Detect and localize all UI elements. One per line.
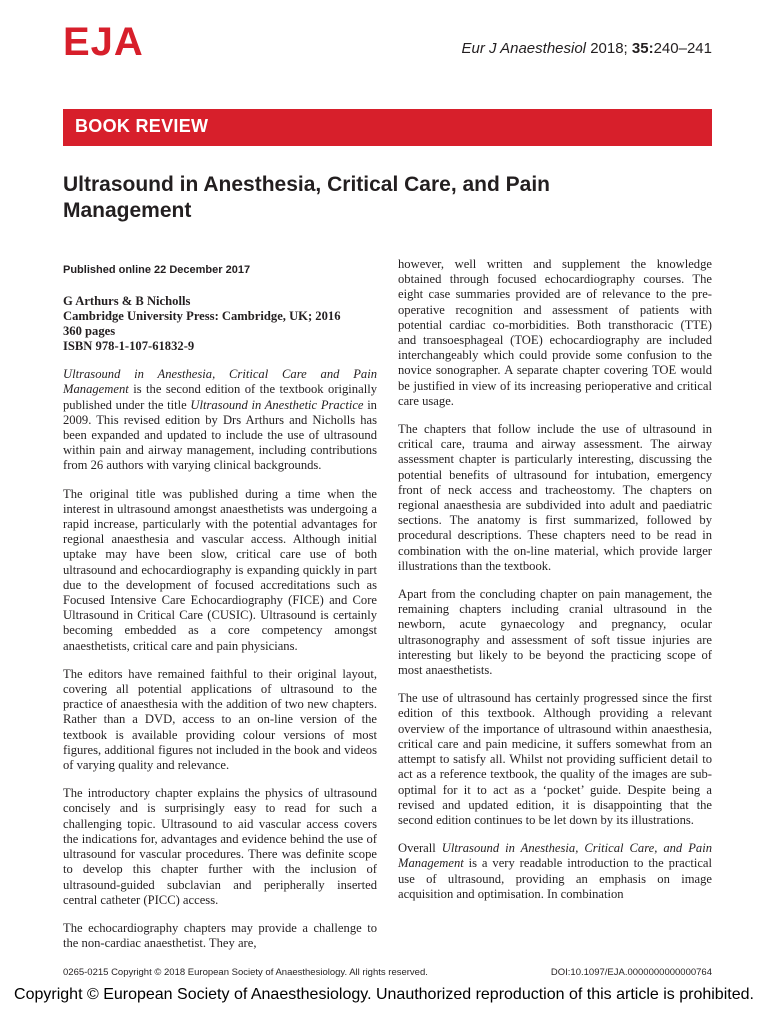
citation-volume: 35: [631,40,654,57]
citation-journal: Eur J Anaesthesiol [461,40,587,57]
section-label: BOOK REVIEW [75,116,209,136]
book-authors: G Arthurs & B Nicholls [63,294,191,309]
book-isbn: ISBN 978-1-107-61832-9 [63,339,195,354]
original-title-italic: Ultrasound in Anesthetic Practice [190,397,364,412]
paragraph: Apart from the concluding chapter on pain management, the remaining chapters including cranial ultrasound in the newborn, acute gynaecology and pregnancy, ocular ultrasonography and assessment of soft tissue injuries are interesting but likely to be beyond the practicing scope of most anaesthetists. [398,587,712,678]
book-publisher: Cambridge University Press: Cambridge, UK; 2016 [63,309,341,324]
copyright-notice: Copyright © European Society of Anaesthesiology. Unauthorized reproduction of this article is prohibited. [14,986,754,1003]
book-title-italic: Ultrasound in Anesthesia, Critical Care, and Pain Management [398,841,712,871]
article-title: Ultrasound in Anesthesia, Critical Care, and Pain Management [63,173,551,222]
published-date: Published online 22 December 2017 [63,264,251,276]
book-details [63,294,377,354]
paragraph: The introductory chapter explains the physics of ultrasound concisely and is surprisingly easy to read for such a challenging topic. Ultrasound to aid vascular access covers the indications for, advantages and evidence behind the use of ultrasound for vascular procedures. There was definite scope to develop this chapter further with the inclusion of ultrasound-guided subclavian and peripherally inserted central catheter (PICC) access. [63,786,377,907]
journal-citation [462,40,713,57]
footer-doi: DOI:10.1097/EJA.0000000000000764 [550,967,712,978]
citation-year: 2018; [590,40,628,57]
paragraph: The use of ultrasound has certainly progressed since the first edition of this textbook. Although providing a relevant overview of the importance of ultrasound within anaesthesia, critical care and pain medicine, it suffers somewhat from an attempt to satisfy all. Whilst not providing sufficient detail to act as a reference textbook, the quality of the images are sub-optimal for it to act as a ‘pocket’ guide. Despite being a revised and updated edition, it is disappointing that the second edition continues to be let down by its illustrations. [398,691,712,827]
paragraph: The echocardiography chapters may provide a challenge to the non-cardiac anaesthetist. They are, [63,920,377,951]
book-title-italic: Ultrasound in Anesthesia, Critical Care and Pain Management [63,367,377,397]
paragraph: The editors have remained faithful to their original layout, covering all potential applications of ultrasound to the practice of anaesthesia with the addition of two new chapters. Rather than a DVD, access to an on-line version of the textbook is available providing colour versions of most figures, additional figures not included in the book and videos of varying quality and relevance. [63,666,377,773]
journal-logo: EJA [63,20,144,64]
paragraph: Overall Ultrasound in Anesthesia, Critical Care, and Pain Management is a very readable introduction to the practical use of ultrasound, providing an emphasis on image acquisition and optimisation. In combination [398,841,712,901]
paragraph: however, well written and supplement the knowledge obtained through focused echocardiography courses. The eight case summaries provided are of relevance to the pre-operative recognition and assessment of patients with potential cardiac co-morbidities. Both transthoracic (TTE) and transoesphageal (TOE) echocardiography are included interchangeably which could provide some confusion to the novice sonographer. A separate chapter covering TOE would be justified in view of its increasing perioperative and critical care usage. [398,257,712,408]
paragraph: The chapters that follow include the use of ultrasound in critical care, trauma and airway assessment. The airway assessment chapter is particularly interesting, discussing the potential benefits of ultrasound for intubation, emergency front of neck access and tracheostomy. The chapters on regional anaesthesia are subdivided into adult and paediatric sections. The anatomy is first summarized, followed by procedural descriptions. These chapters need to be read in combination with the on-line material, which provide larger illustrations than the textbook. [398,422,712,573]
footer-copyright: 0265-0215 Copyright © 2018 European Society of Anaesthesiology. All rights reserved. [63,967,428,978]
right-column [398,257,712,915]
section-banner [63,109,712,146]
paragraph: Ultrasound in Anesthesia, Critical Care and Pain Management is the second edition of the textbook originally published under the title Ultrasound in Anesthetic Practice in 2009. This revised edition by Drs Arthurs and Nicholls has been expanded and updated to include the use of ultrasound within pain and airway management, including contributions from 26 authors with varying clinical backgrounds. [63,367,377,473]
book-pages: 360 pages [63,324,116,339]
citation-pages: 240–241 [653,40,712,57]
left-column [63,263,377,964]
paragraph: The original title was published during a time when the interest in ultrasound amongst anaesthetists was undergoing a rapid increase, particularly with the potential advantages for regional anaesthesia and vascular access. Although initial uptake may have been slow, critical care use of both ultrasound and echocardiography is expanding quickly in part due to the development of focused accreditations such as Focused Intensive Care Echocardiography (FICE) and Core Ultrasound in Critical Care (CUSIC). Ultrasound is certainly becoming embedded as a core competency amongst anaesthetists, critical care and pain physicians. [63,486,377,653]
